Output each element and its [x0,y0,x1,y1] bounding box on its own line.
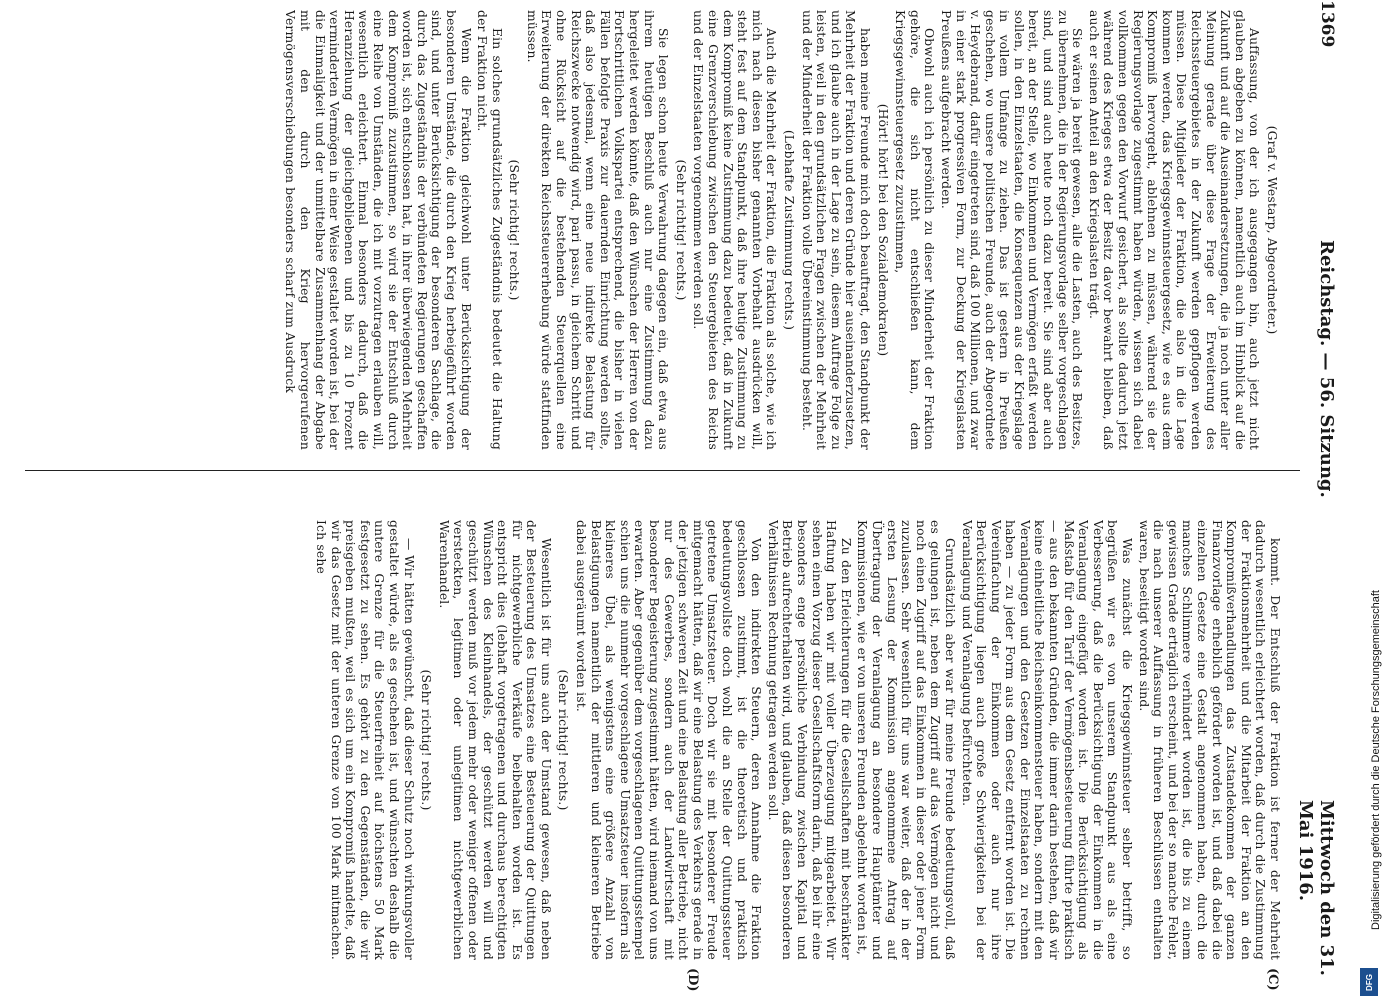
margin-mark-d: (D) [685,968,700,992]
paragraph: — Wir hätten gewünscht, daß dieser Schutz noch wirkungsvoller gestaltet würde, als es geschehen ist, und wünschten deshalb die untere Grenze für die Steuerfreiheit auf höchstens 50 Mark festgesetzt zu sehen. Es gehört zu den Gegenständen, die wir preisgeben mußten, weil es sich um ein Kompromiß handelte, daß wir das Gesetz mit der unteren Grenze von 100 Mark mitmachen. Ich sehe [314,520,416,960]
paragraph: Obwohl auch ich persönlich zu dieser Minderheit der Fraktion gehöre, die sich nicht entschließen kann, dem Kriegsgewinnsteuergesetz zuzustimmen, [893,10,937,450]
paragraph: (Hört! hört! bei den Sozialdemokraten) [875,103,890,357]
session-title: Reichstag. — 56. Sitzung. [1316,240,1337,498]
paragraph: Wesentlich ist für uns auch der Umstand gewesen, daß neben der Besteuerung des Umsatzes eine Besteuerung der Quittungen für nichtgewerbliche Verkäufe beibehalten worden ist. Es entspricht dies (lebhaft vorgetragenen und durchaus berechtigten Wünschen des Kleinhandels, der geschützt werden will und geschützt werden muß vor jedem mehr oder weniger offenen oder versteckten, legitimen oder unlegitimen nichtgewerblichen Warenhandel. [436,520,553,960]
right-text-column [52,520,1282,960]
paragraph: Auch die Mehrheit der Fraktion, die Fraktion als solche, wie ich mich nach diesen bisher genannten Vorbehalt ausdrücken will, steht fest auf dem Standpunkt, daß ihre heutige Zustimmung zu dem Kompromiß keine Zustimmung dazu bedeutet, daß in Zukunft eine Grenzverschiebung zwischen den Steuergebieten des Reichs und der Einzelstaaten vorgenommen werden soll. [691,10,779,450]
paragraph: Von den indirekten Steuern, deren Annahme die Fraktion geschlossen zustimmt, ist die theoretisch und praktisch bedeutungsvollste doch wohl die an Stelle der Quittungssteuer getretene Umsatzsteuer. Doch wir sie mit besonderer Freude mitgemacht hätten, daß wir eine Belastung des Verkehrs gerade in der jetzigen schweren Zeit und eine Belastung aller Betriebe, nicht nur des Gewerbes, sondern auch der Landwirtschaft mit besonderer Begeisterung zugestimmt hätten, wird niemand von uns erwarten. Aber gegenüber dem vorgeschlagenen Quittungsstempel schien uns die nunmehr vorgeschlagene Umsatzsteuer insofern als kleineres Übel, als wenigstens eine größere Anzahl von Belastigungen namentlich der mittleren und kleineren Betriebe dabei ausgeräumt worden ist. [574,520,764,960]
column-divider [25,470,1300,471]
paragraph: (Sehr richtig! rechts.) [556,669,571,811]
page-number: 1369 [1317,0,1337,48]
paragraph: Zu den Erleichterungen für die Gesellschaften mit beschränkter Haftung haben wir mit voller Überzeugung mitgearbeitet. Wir sehen einen Vorzug dieser Gesellschaftsform darin, daß bei ihr eine besonders enge persönliche Verbindung zwischen Kapital und Betrieb aufrechterhalten wird, und glauben, daß diesen besonderen Verhältnissen Rechnung getragen werden soll. [765,520,853,960]
paragraph: Ein solches grundsätzliches Zugeständnis bedeutet die Haltung der Fraktion nicht. [475,10,504,450]
credit-text: Digitalisierung gefördert durch die Deutsche Forschungsgemeinschaft [1370,590,1382,930]
rotated-page-content [10,0,1340,1000]
paragraph: Sie legen schon heute Verwahrung dagegen ein, daß etwa aus ihrem heutigen Beschluß auch nur eine Zustimmung dazu hergeleitet werden könnte, daß den Wünschen der Herren von der Fortschrittlichen Volkspartei entsprechend, die bisher in vielen Fällen befolgte Praxis zur dauernden Einrichtung werden sollte, daß also jedesmal, wenn eine neue indirekte Belastung für Reichszwecke notwendig wird, pari passu, in gleichem Schritt und ohne Rücksicht auf die bestehenden Steuerquellen eine Erweiterung der direkten Reichssteuererhebung würde stattfinden müssen. [524,10,671,450]
paragraph: Was zunächst die Kriegsgewinnsteuer selber betrifft, so begrüßen wir es von unserem Standpunkt aus als eine Verbesserung, daß die Berücksichtigung der Einkommen in die Veranlagung eingefügt worden ist. Die Berücksichtigung als Maßstab für den Tarif der Vermögensbesteuerung führte praktisch — aus den bekannten Gründen, die immer darin bestehen, daß wir keine einheitliche Reichseinkommensteuer haben, sondern mit den Veranlagungen und den Gesetzen der Einzelstaaten zu rechnen haben — zu jeder Form aus dem Gesetz entfernt worden ist. Die Vereinfachung der Einkommen oder auch nur ihre Berücksichtigung liegen auch große Schwierigkeiten bei der Veranlagung und Veranlagung befürchteten. [959,520,1135,960]
paragraph: Wenn die Fraktion gleichwohl unter Berücksichtigung der besonderen Umstände, die durch den Krieg herbeigeführt worden sind, und unter Berücksichtigung der besonderen Sachlage, die durch das Zugeständnis der verbündeten Regierungen geschaffen worden ist, sich entschlossen hat, in ihrer überwiegenden Mehrheit dem Kompromiß zuzustimmen, so wird sie der Entschluß durch eine Reihe von Umständen, die ich mit vorzutragen erlauben will, wesentlich erleichtert. Einmal besonders dadurch, daß die Heranziehung der gleichgebliebenen und bis zu 10 Prozent verminderten Vermögen in einer Weise gestaltet worden ist, bei der die Einmaligkeit und der unmittelbare Zusammenhang der Abgabe mit den durch den Krieg hervorgerufenen Vermögensverschiebungen besonders scharf zum Ausdruck [283,10,473,450]
paragraph: (Graf v. Westarp, Abgeordneter.) [1265,125,1279,335]
left-text-column [12,10,1282,450]
paragraph: kommt. Der Entschluß der Fraktion ist ferner der Mehrheit dadurch wesentlich erleichtert worden, daß durch die Zustimmung der Fraktionsmehrheit und die Mitarbeit der Fraktion an den Kompromißverhandlungen das Zustandekommen der ganzen Finanzvorlage erheblich gefördert worden ist, und daß dabei die einzelnen Gesetze eine Gestalt angenommen haben, durch die manches Schlimmere verhindert worden ist, die bis zu einem gewissen Grade erträglich erscheint, und bei der so manche Fehler, die nach unserer Auffassung in früheren Beschlüssen enthalten waren, beseitigt worden sind. [1136,520,1282,960]
running-header [1295,0,1337,1000]
paragraph: Grundsätzlich aber war für meine Freunde bedeutungsvoll, daß es gelungen ist, neben dem Zugriff auf das Vermögen nicht und noch einen Zugriff auf das Einkommen in dieser oder jener Form zuzulassen. Sehr wesentlich für uns war weiter, daß der in der ersten Lesung der Kommission angenommene Antrag auf Übertragung der Veranlagung an besondere Hauptämter und Kommissionen, wie er von unseren Freunden abgelehnt worden ist, [855,520,957,960]
digitization-credit [1359,0,1381,1000]
paragraph: Auffassung, von der ich ausgegangen bin, auch jetzt nicht glauben abgeben zu können, namentlich auch im Hinblick auf die Zukunft und auf die Auseinandersetzungen, die ja noch unter aller Meinung gerade über diese Frage der Erweiterung des Reichssteuergebietes in der Zukunft werden gepflogen werden müssen. Diese Mitglieder der Fraktion, die also in die Lage kommen werden, das Kriegsgewinnsteuergesetz, wie es aus dem Kompromiß hervorgeht, ablehnen zu müssen, während sie der Regierungsvorlage zugestimmt haben würden, wissen sich dabei vollkommen gegen den Vorwurf gesichert, als sollte dadurch jetzt während des Krieges etwa der Besitz davor bewahrt bleiben, daß auch er seinen Anteil an den Kriegslasten trägt. [1086,10,1262,450]
margin-mark-c: (C) [1265,968,1280,991]
paragraph: (Lebhafte Zustimmung rechts.) [782,129,796,331]
paragraph: (Sehr richtig! rechts.) [507,159,522,301]
paragraph: Sie wären ja bereit gewesen, alle die Lasten, auch des Besitzes, zu übernehmen, die in der Regierungsvorlage selber vorgeschlagen sind, und sind auch heute noch dazu bereit. Sie sind aber auch bereit, an der Stelle, wo Einkommen und Vermögen erfaßt werden sollen, in den Einzelstaaten, die Konsequenzen aus der Kriegslage in vollem Umfange zu ziehen. Das ist gestern in Preußen geschehen, wo unsere politischen Freunde, auch der Abgeordnete v. Heydebrand, dafür eingetreten sind, daß 100 Millionen, und zwar in einer stark progressiven Form, zur Deckung der Kriegslasten Preußens aufgebracht werden. [938,10,1085,450]
paragraph: haben meine Freunde mich doch beauftragt, den Standpunkt der Mehrheit der Fraktion und deren Gründe hier auseinanderzusetzen, und ich glaube auch in der Lage zu sein, diesem Auftrage Folge zu leisten, weil in den grundsätzlichen Fragen zwischen der Mehrheit und der Minderheit der Fraktion volle Übereinstimmung besteht. [799,10,872,450]
paragraph: (Sehr richtig! rechts.) [419,669,434,811]
paragraph: (Sehr richtig! rechts.) [673,159,688,301]
session-date: Mittwoch den 31. Mai 1916. [1295,800,1337,976]
dfg-logo: DFG [1360,968,1378,996]
